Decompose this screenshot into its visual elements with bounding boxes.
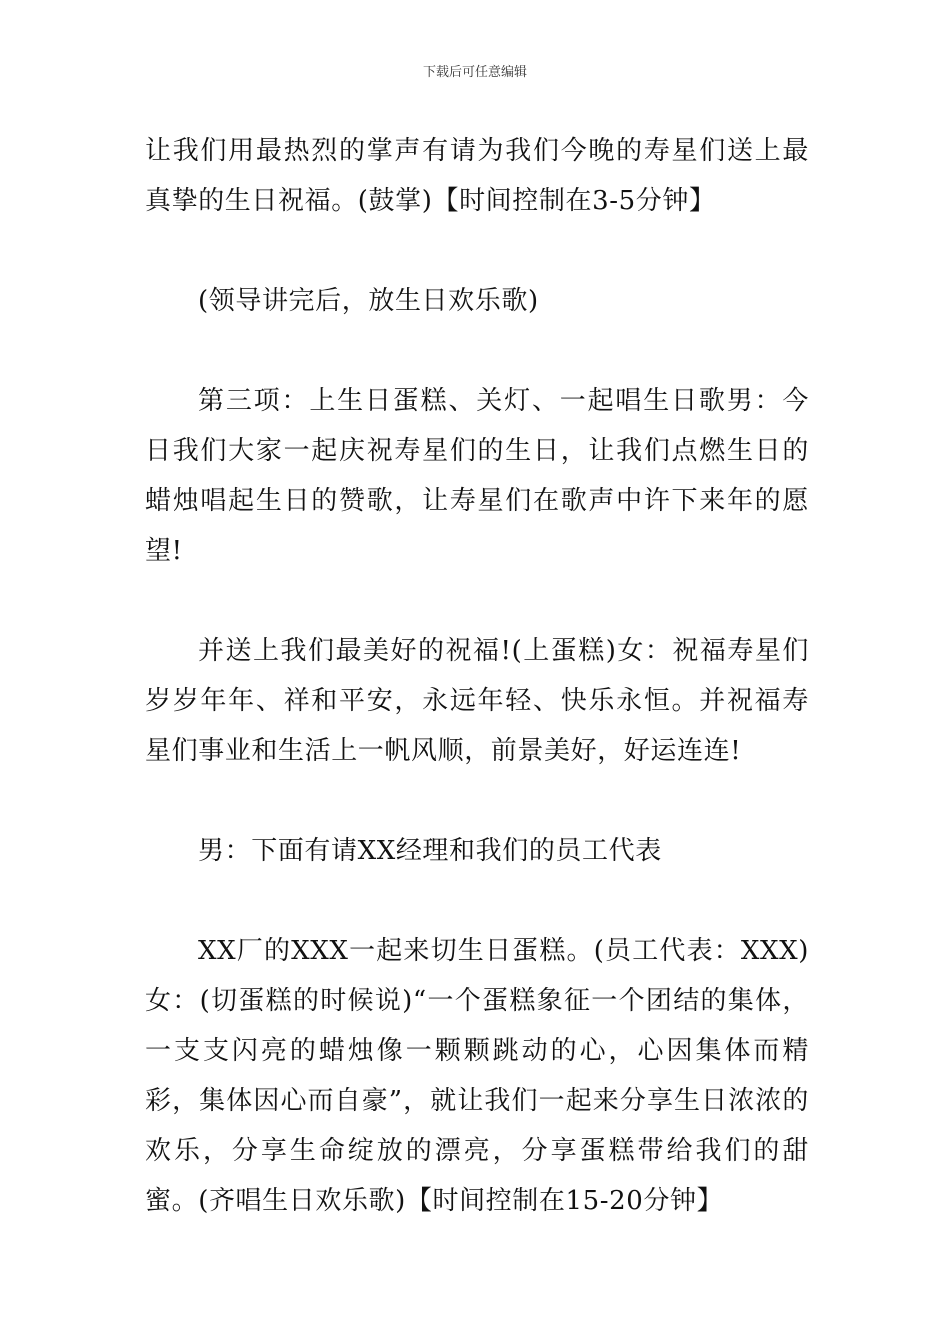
page-header-note: 下载后可任意编辑 [422,65,527,80]
paragraph-item-three-cake: 第三项：上生日蛋糕、关灯、一起唱生日歌男：今日我们大家一起庆祝寿星们的生日，让我们点燃生日的蜡烛唱起生日的赞歌，让寿星们在歌声中许下来年的愿望! [145,386,809,566]
paragraph-wishes: 并送上我们最美好的祝福!(上蛋糕)女：祝福寿星们岁岁年年、祥和平安，永远年轻、快乐永恒。并祝福寿星们事业和生活上一帆风顺，前景美好，好运连连! [145,636,809,766]
paragraph-invite-manager: 男：下面有请XX经理和我们的员工代表 [198,836,662,866]
paragraph-cut-cake: XX厂的XXX一起来切生日蛋糕。(员工代表：XXX)女：(切蛋糕的时候说)“一个蛋糕象征一个团结的集体，一支支闪亮的蜡烛像一颗颗跳动的心，心因集体而精彩，集体因心而自豪”，就让我们一起来分享生日浓浓的欢乐，分享生命绽放的漂亮，分享蛋糕带给我们的甜蜜。(齐唱生日欢乐歌)【时间控制在15-20分钟】 [145,936,809,1216]
document-body [145,126,809,1276]
paragraph-leader-speech-note: (领导讲完后，放生日欢乐歌) [198,286,539,316]
paragraph-birthday-blessing: 让我们用最热烈的掌声有请为我们今晚的寿星们送上最真挚的生日祝福。(鼓掌)【时间控制在3-5分钟】 [145,136,809,216]
